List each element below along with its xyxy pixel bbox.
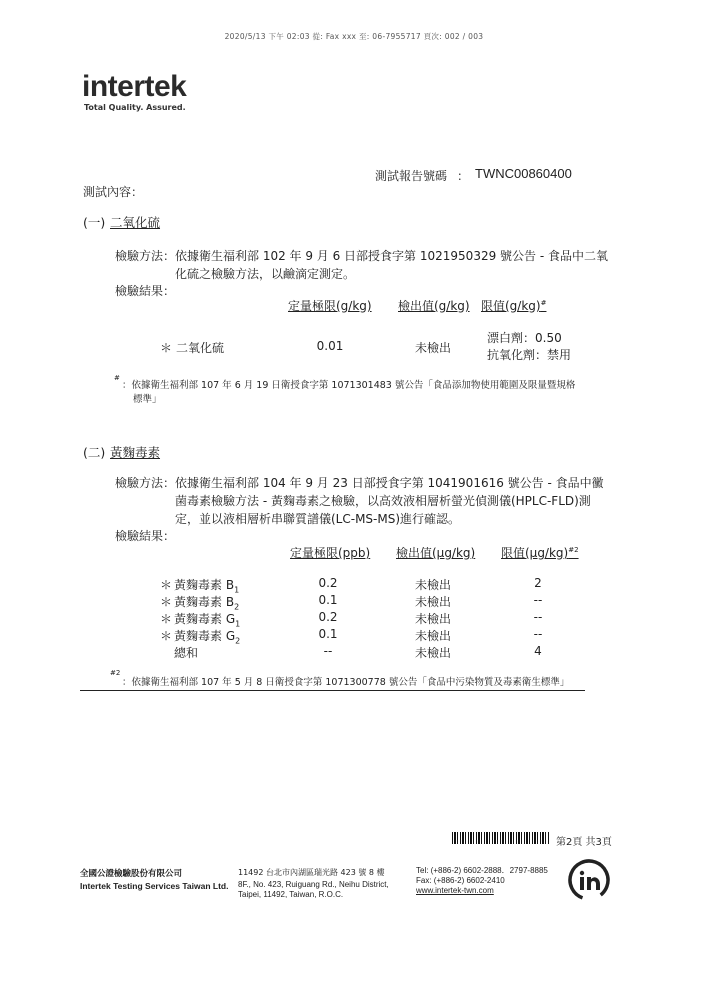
section-divider: [80, 690, 585, 691]
section2-title: 黃麴毒素: [110, 445, 161, 460]
table-row-name: 總和: [174, 646, 199, 660]
table-row-loq: 0.2: [318, 610, 338, 624]
section2-method-line2: 菌毒素檢驗方法 - 黃麴毒素之檢驗，以高效液相層析螢光偵測儀(HPLC-FLD)測: [175, 494, 591, 508]
table-row-loq: --: [323, 644, 333, 658]
section2-method-line1: 依據衛生福利部 104 年 9 月 23 日部授食字第 1041901616 號公告 - 食品中黴: [175, 476, 604, 490]
table-row-loq: 0.2: [318, 576, 338, 590]
table-row-mark: ＊: [160, 595, 173, 609]
section1-note-mark: #: [114, 374, 120, 382]
table-row-mark: ＊: [160, 629, 173, 643]
section1-row-detected: 未檢出: [415, 341, 452, 355]
footer-company-en: Intertek Testing Services Taiwan Ltd.: [80, 881, 229, 891]
section1-title: 二氧化硫: [110, 215, 161, 230]
section2-method-label: 檢驗方法：: [115, 476, 176, 490]
footer-tel: Tel: (+886-2) 6602-2888．2797-8885: [416, 866, 548, 875]
section1-row-loq: 0.01: [316, 339, 344, 353]
intertek-logo: intertek: [82, 70, 187, 103]
section1-method-line1: 依據衛生福利部 102 年 9 月 6 日部授食字第 1021950329 號公告 - 食品中二氧: [175, 249, 608, 263]
section1-row-mark: ＊: [160, 341, 173, 355]
table-row-detected: 未檢出: [415, 578, 452, 592]
section2-note-mark: #2: [110, 669, 121, 677]
logo-tagline: Total Quality. Assured.: [84, 103, 186, 112]
section1-prefix: (一): [83, 215, 106, 230]
table-row-detected: 未檢出: [415, 629, 452, 643]
section2-header-detected: 檢出值(μg/kg): [396, 546, 476, 560]
section1-header-limit: 限值(g/kg)#: [481, 299, 547, 313]
footer-web-link[interactable]: www.intertek-twn.com: [416, 886, 494, 895]
section1-method-line2: 化硫之檢驗方法，以鹼滴定測定。: [175, 267, 356, 281]
table-row-mark: ＊: [160, 578, 173, 592]
section1-result-label: 檢驗結果：: [115, 284, 176, 298]
report-number-label: 測試報告號碼: [375, 169, 448, 183]
table-row-name: 黃麴毒素 $B_2$: [174, 595, 240, 612]
section1-row-name: 二氧化硫: [176, 341, 225, 355]
table-row-detected: 未檢出: [415, 646, 452, 660]
footer-address-en1: 8F., No. 423, Ruiguang Rd., Neihu District,: [238, 880, 389, 889]
section1-note-line1: ：依據衛生福利部 107 年 6 月 19 日衛授食字第 1071301483 號公告「食品添加物使用範圍及限量暨規格: [122, 380, 576, 391]
report-number-separator: ：: [457, 169, 470, 183]
table-row-limit: --: [533, 627, 543, 641]
table-row-limit: --: [533, 593, 543, 607]
table-row-mark: ＊: [160, 612, 173, 626]
table-row-detected: 未檢出: [415, 595, 452, 609]
footer-company-zh: 全國公證檢驗股份有限公司: [80, 869, 183, 879]
section1-note-line2: 標準」: [133, 394, 162, 405]
footer-address-en2: Taipei, 11492, Taiwan, R.O.C.: [238, 890, 344, 899]
table-row-limit: 4: [534, 644, 542, 658]
section2-header-limit: 限值$(\mu g/kg)^{\#2}$: [501, 546, 579, 560]
section2-header-loq: 定量極限(ppb): [290, 546, 371, 560]
section2-prefix: (二): [83, 445, 106, 460]
content-label: 測試內容：: [83, 185, 144, 199]
table-row-limit: 2: [534, 576, 542, 590]
table-row-loq: 0.1: [318, 593, 338, 607]
section1-header-detected: 檢出值(g/kg): [398, 299, 470, 313]
footer-fax: Fax: (+886-2) 6602-2410: [416, 876, 505, 885]
intertek-badge-icon: [567, 858, 611, 902]
fax-header: 2020/5/13 下午 02:03 從: Fax xxx 至: 06-7955717 頁次: 002 / 003: [224, 32, 484, 41]
section1-header-loq: 定量極限(g/kg): [288, 299, 372, 313]
section2-method-line3: 定，並以液相層析串聯質譜儀(LC-MS-MS)進行確認。: [175, 512, 461, 526]
table-row-name: 黃麴毒素 $G_1$: [174, 612, 241, 629]
section1-method-label: 檢驗方法：: [115, 249, 176, 263]
table-row-name: 黃麴毒素 $G_2$: [174, 629, 241, 646]
page-indicator: 第2頁 共3頁: [556, 837, 612, 848]
table-row-limit: --: [533, 610, 543, 624]
barcode: [452, 832, 550, 844]
section1-row-limit-line2: 抗氧化劑：禁用: [487, 348, 572, 362]
section2-note: ：依據衛生福利部 107 年 5 月 8 日衛授食字第 1071300778 號公告「食品中污染物質及毒素衛生標準」: [122, 677, 570, 688]
section1-row-limit-line1: 漂白劑：0.50: [487, 331, 562, 345]
footer-address-zh: 11492 台北市內湖區瑞光路 423 號 8 樓: [238, 868, 385, 877]
table-row-loq: 0.1: [318, 627, 338, 641]
table-row-detected: 未檢出: [415, 612, 452, 626]
table-row-name: 黃麴毒素 $B_1$: [174, 578, 240, 595]
report-number: TWNC00860400: [475, 166, 572, 181]
section2-result-label: 檢驗結果：: [115, 529, 176, 543]
